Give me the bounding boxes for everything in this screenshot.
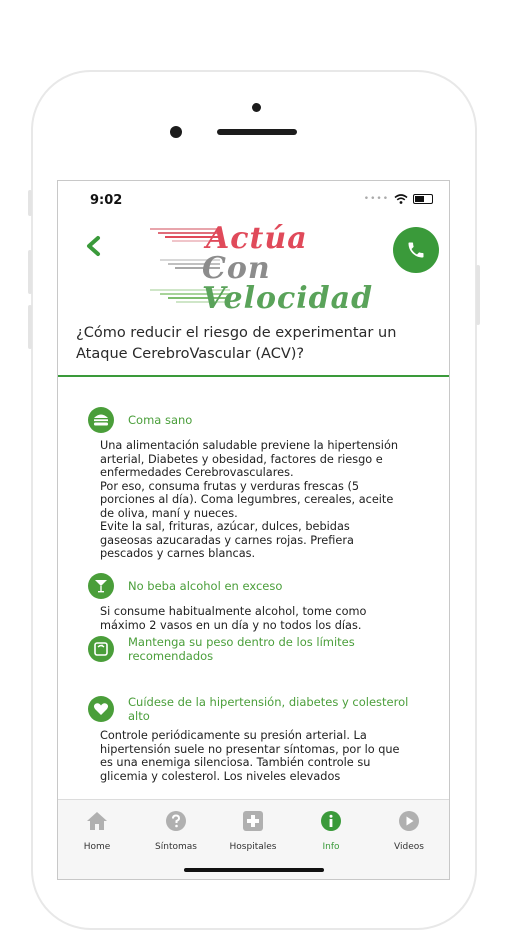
- app-logo: [150, 219, 374, 316]
- tab-label: Info: [322, 842, 340, 852]
- power-button: [476, 265, 480, 325]
- tab-label: Home: [83, 842, 111, 852]
- app-screen: [57, 180, 450, 880]
- status-bar: [58, 181, 449, 217]
- tab-label: Videos: [394, 842, 424, 852]
- scale-icon: [88, 636, 114, 662]
- volume-down-button: [28, 305, 32, 349]
- tip-body: Una alimentación saludable previene la hipertensión arterial, Diabetes y obesidad, factores de riesgo e enfermedades Cerebrovasculares. Por eso, consuma frutas y verduras frescas (5 porciones al día). Coma legumbres, cereales, aceite de oliva, maní y nueces. Evite la sal, frituras, azúcar, dulces, bebidas gaseosas azucaradas y carnes rojas. Prefiera pescados y carnes blancas.: [100, 439, 399, 560]
- tip-header: [88, 635, 428, 663]
- tip-item: [88, 635, 428, 663]
- proximity-sensor: [252, 103, 261, 112]
- question-icon: [165, 810, 187, 832]
- logo-line-3: Velocidad: [202, 281, 374, 316]
- heart-icon: [88, 696, 114, 722]
- logo-line-1: Actúa: [206, 221, 308, 256]
- call-button[interactable]: [393, 227, 439, 273]
- chevron-left-icon: [78, 229, 112, 263]
- tip-body: Controle periódicamente su presión arterial. La hipertensión suele no presentar síntomas, por lo que es una enemiga silenciosa. También controle su glicemia y colesterol. Los niveles elevados: [100, 729, 400, 783]
- tab-bar: [58, 799, 449, 880]
- tip-title: Cuídese de la hipertensión, diabetes y colesterol alto: [128, 695, 409, 723]
- volume-up-button: [28, 250, 32, 294]
- phone-icon: [406, 240, 426, 260]
- tip-item: [88, 695, 428, 783]
- tip-item: [88, 573, 428, 632]
- wifi-icon: [394, 194, 408, 204]
- tab-label: Síntomas: [155, 842, 197, 852]
- burger-icon: [88, 407, 114, 433]
- front-camera: [170, 126, 182, 138]
- side-button: [28, 190, 32, 216]
- tip-title: Mantenga su peso dentro de los límites recomendados: [128, 635, 355, 663]
- battery-icon: [413, 194, 433, 204]
- tip-body: Si consume habitualmente alcohol, tome como máximo 2 vasos en un día y no todos los días.: [100, 605, 367, 632]
- hospital-plus-icon: [242, 810, 264, 832]
- tip-header: [88, 695, 428, 723]
- cocktail-icon: [88, 573, 114, 599]
- tab-label: Hospitales: [229, 842, 277, 852]
- tip-title: Coma sano: [128, 413, 193, 427]
- status-icons: [364, 194, 433, 204]
- info-icon: [320, 810, 342, 832]
- tip-title: No beba alcohol en exceso: [128, 579, 283, 593]
- home-indicator[interactable]: [184, 868, 324, 872]
- play-icon: [398, 810, 420, 832]
- page-title: ¿Cómo reducir el riesgo de experimentar un Ataque CerebroVascular (ACV)?: [76, 325, 397, 362]
- home-icon: [86, 810, 108, 832]
- tab-videos[interactable]: [374, 810, 444, 852]
- tab-home[interactable]: [62, 810, 132, 852]
- logo-line-2: Con: [202, 251, 271, 286]
- tip-item: [88, 407, 428, 561]
- tip-header: [88, 407, 428, 433]
- tab-info[interactable]: [296, 810, 366, 852]
- tip-header: [88, 573, 428, 599]
- signal-icon: ••••: [363, 194, 389, 204]
- earpiece-speaker: [217, 129, 297, 135]
- info-content[interactable]: [58, 377, 449, 799]
- tab-hospitales[interactable]: [218, 810, 288, 852]
- tab-sintomas[interactable]: [141, 810, 211, 852]
- back-button[interactable]: [78, 229, 112, 263]
- status-time: 9:02: [90, 193, 123, 208]
